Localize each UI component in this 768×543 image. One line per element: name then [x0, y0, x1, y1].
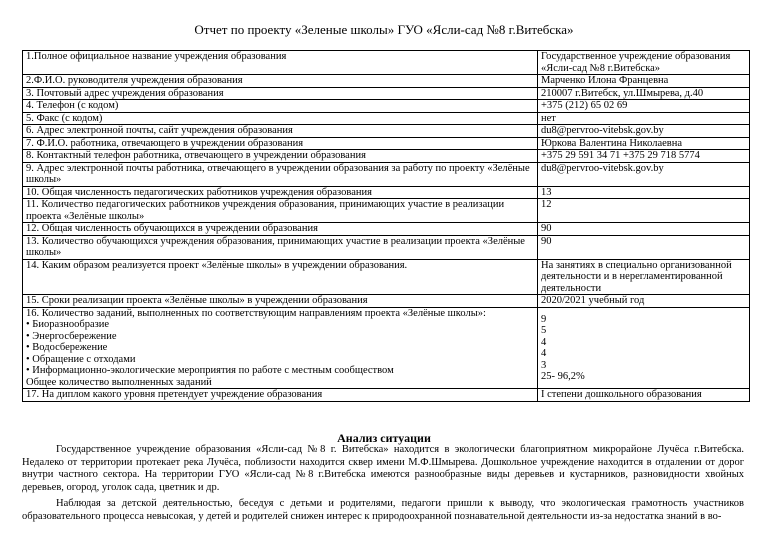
- answer-cell: 90: [538, 223, 750, 236]
- tasks-total-value: 25- 96,2%: [541, 371, 585, 382]
- answer-cell: [538, 307, 750, 389]
- table-row: [23, 223, 750, 236]
- answer-cell: +375 29 591 34 71 +375 29 718 5774: [538, 150, 750, 163]
- answer-cell: Государственное учреждение образования «Ясли-сад №8 г.Витебска»: [538, 51, 750, 75]
- table-row: [23, 137, 750, 150]
- analysis-text: [22, 444, 744, 523]
- report-table-body: [23, 51, 750, 402]
- answer-cell: 210007 г.Витебск, ул.Шмырева, д.40: [538, 87, 750, 100]
- table-row: [23, 235, 750, 259]
- table-row: [23, 389, 750, 402]
- answer-cell: 90: [538, 235, 750, 259]
- task-direction: • Водосбережение: [26, 342, 108, 353]
- task-direction: • Обращение с отходами: [26, 353, 136, 365]
- answer-cell: Юркова Валентина Николаевна: [538, 137, 750, 150]
- task-direction: • Биоразнообразие: [26, 319, 110, 330]
- table-row: [23, 186, 750, 199]
- section-heading: Анализ ситуации: [337, 431, 431, 445]
- table-row: [23, 75, 750, 88]
- tasks-total-label: Общее количество выполненных заданий: [26, 376, 212, 388]
- answer-cell: Марченко Илона Францевна: [538, 75, 750, 88]
- question-cell: 10. Общая численность педагогических работников учреждения образования: [23, 186, 538, 199]
- question-cell: 11. Количество педагогических работников учреждения образования, принимающих участие в реализации проекта «Зелёные школы»: [23, 199, 538, 223]
- question-cell: 17. На диплом какого уровня претендует учреждение образования: [23, 389, 538, 402]
- table-row-tasks: [23, 307, 750, 389]
- answer-cell: 13: [538, 186, 750, 199]
- table-row: [23, 199, 750, 223]
- answer-cell: +375 (212) 65 02 69: [538, 100, 750, 113]
- table-row: [23, 112, 750, 125]
- question-cell: [23, 307, 538, 389]
- task-count: 4: [541, 336, 547, 348]
- question-cell: 8. Контактный телефон работника, отвечающего в учреждении образования: [23, 150, 538, 163]
- paragraph: Наблюдая за детской деятельностью, беседуя с детьми и родителями, педагоги пришли к выводу, что экологическая грамотность участников образовательного процесса невысокая, у детей и родителей снижен интерес к природоохранной познавательной деятельности из-за недостатка знаний в во-: [22, 498, 744, 522]
- question-cell: 3. Почтовый адрес учреждения образования: [23, 87, 538, 100]
- table-row: [23, 150, 750, 163]
- page-title: Отчет по проекту «Зеленые школы» ГУО «Ясли-сад №8 г.Витебска»: [194, 22, 574, 37]
- answer-cell: du8@pervroo-vitebsk.gov.by: [538, 125, 750, 138]
- task-count: 5: [541, 325, 547, 336]
- answer-cell: На занятиях в специально организованной деятельности и в нерегламентированной деятельности: [538, 259, 750, 295]
- question-cell: 6. Адрес электронной почты, сайт учреждения образования: [23, 125, 538, 138]
- table-row: [23, 51, 750, 75]
- question-cell: 15. Сроки реализации проекта «Зелёные школы» в учреждении образования: [23, 295, 538, 308]
- task-count: 9: [541, 313, 547, 325]
- answer-cell: 12: [538, 199, 750, 223]
- answer-cell: 2020/2021 учебный год: [538, 295, 750, 308]
- report-table: [22, 50, 750, 402]
- question-cell: 13. Количество обучающихся учреждения образования, принимающих участие в реализации проекта «Зелёные школы»: [23, 235, 538, 259]
- table-row: [23, 259, 750, 295]
- question-cell: 4. Телефон (с кодом): [23, 100, 538, 113]
- task-direction: • Информационно-экологические мероприятия по работе с местным сообществом: [26, 365, 394, 376]
- task-direction: • Энергосбережение: [26, 330, 117, 342]
- question-cell: 1.Полное официальное название учреждения образования: [23, 51, 538, 75]
- table-row: [23, 125, 750, 138]
- table-row: [23, 87, 750, 100]
- tasks-question: 16. Количество заданий, выполненных по соответствующим направлениям проекта «Зелёные школы»:: [26, 307, 486, 319]
- task-count: 3: [541, 359, 547, 371]
- answer-cell: I степени дошкольного образования: [538, 389, 750, 402]
- table-row: [23, 295, 750, 308]
- paragraph: Государственное учреждение образования «Ясли-сад №8 г. Витебска» находится в экологически благоприятном микрорайоне Лучёса г.Витебска. Недалеко от территории протекает река Лучёса, поблизости находится сквер имени М.Ф.Шмырева. Дошкольное учреждение находится в отдалении от дорог внутри частного сектора. На территории ГУО «Ясли-сад №8 г.Витебска имеются разнообразные виды деревьев и кустарников, разновидности хвойных деревьев, огород, уголок сада, цветник и др.: [22, 444, 744, 493]
- table-row: [23, 162, 750, 186]
- question-cell: 7. Ф.И.О. работника, отвечающего в учреждении образования: [23, 137, 538, 150]
- task-count: 4: [541, 348, 547, 359]
- question-cell: 14. Каким образом реализуется проект «Зелёные школы» в учреждении образования.: [23, 259, 538, 295]
- question-cell: 12. Общая численность обучающихся в учреждении образования: [23, 223, 538, 236]
- answer-cell: du8@pervroo-vitebsk.gov.by: [538, 162, 750, 186]
- table-row: [23, 100, 750, 113]
- question-cell: 9. Адрес электронной почты работника, отвечающего в учреждении образования за работу по проекту «Зелёные школы»: [23, 162, 538, 186]
- answer-cell: нет: [538, 112, 750, 125]
- question-cell: 5. Факс (с кодом): [23, 112, 538, 125]
- question-cell: 2.Ф.И.О. руководителя учреждения образования: [23, 75, 538, 88]
